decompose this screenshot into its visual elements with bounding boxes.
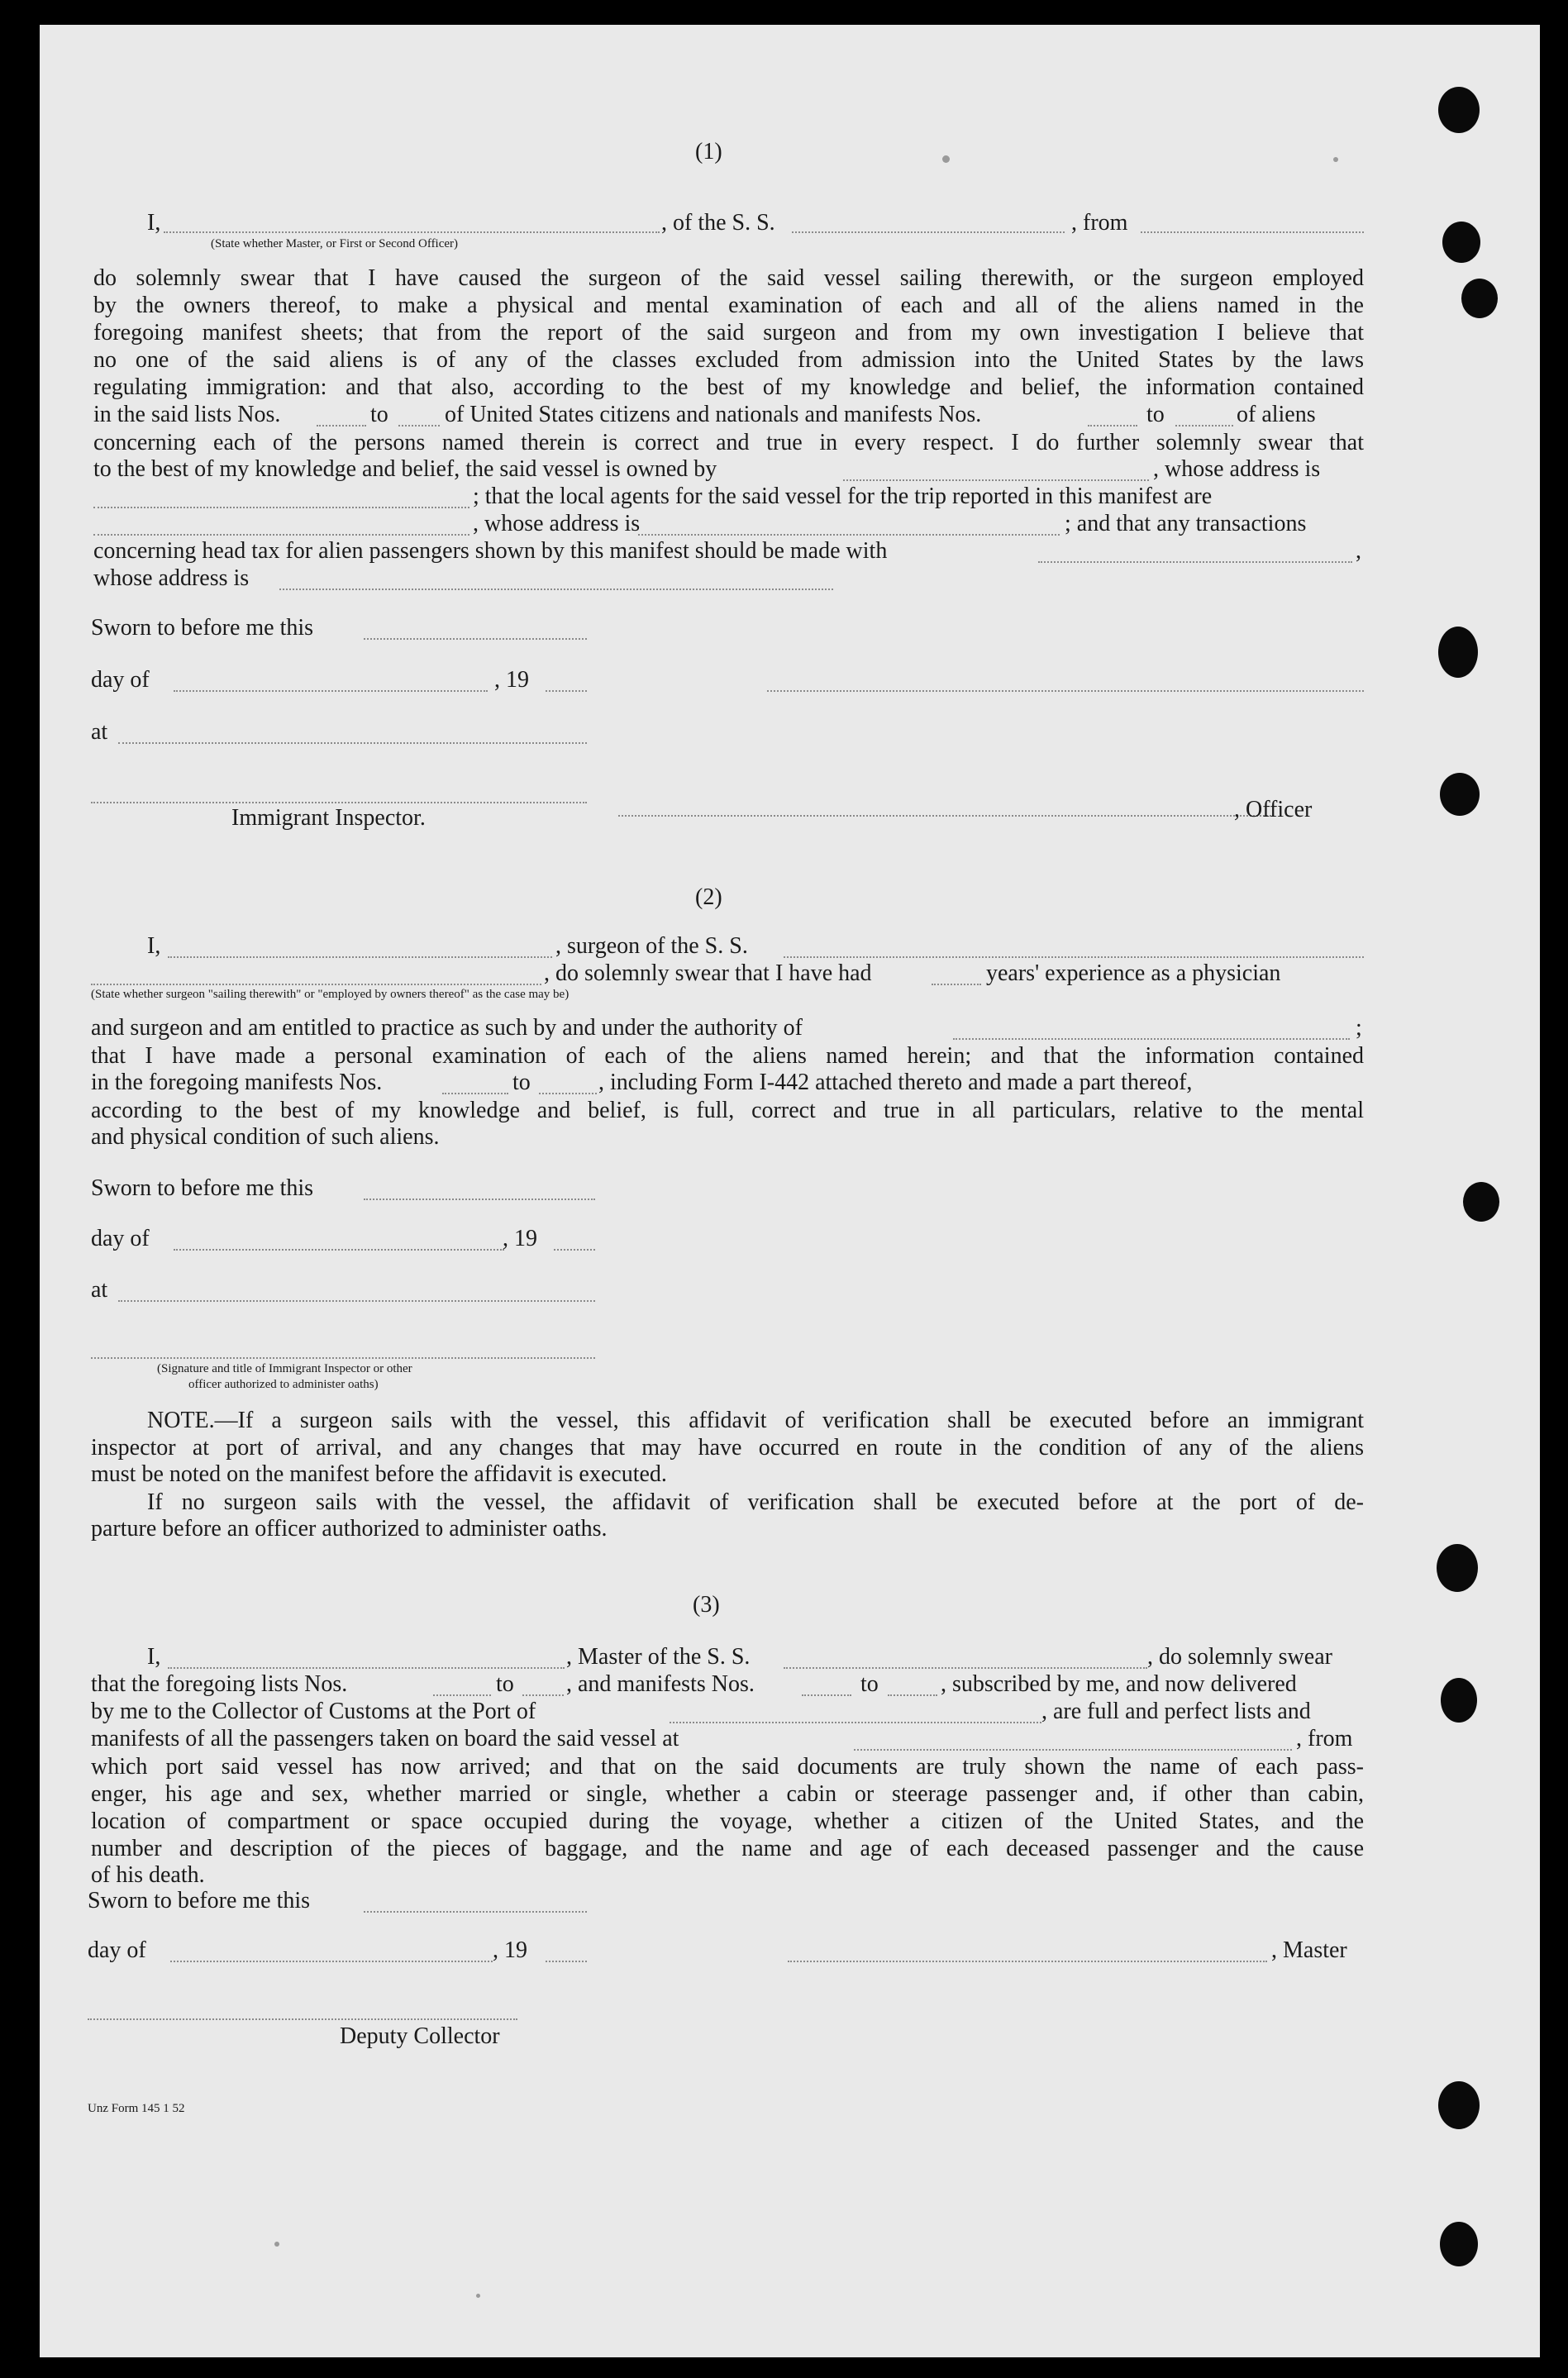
s3-manifests-to: to <box>860 1671 879 1697</box>
s3-subscribed: , subscribed by me, and now delivered <box>941 1671 1297 1697</box>
s2-manifests-nos: in the foregoing manifests Nos. <box>91 1070 383 1095</box>
s1-whose-address: whose address is <box>93 565 250 591</box>
punch-hole <box>1438 2081 1480 2129</box>
s1-at: at <box>91 719 108 745</box>
s1-agents-address-field[interactable] <box>638 534 1060 536</box>
s1-head-tax-comma: , <box>1356 538 1361 564</box>
s1-owned-by: to the best of my knowledge and belief, the said vessel is owned by <box>93 456 717 482</box>
s1-of-aliens: of aliens <box>1237 402 1316 427</box>
s3-collector-port: by me to the Collector of Customs at the Port of <box>91 1699 536 1724</box>
s1-head-tax: concerning head tax for alien passengers shown by this manifest should be made with <box>93 538 888 564</box>
s1-year-field[interactable] <box>546 690 587 692</box>
s3-master-name-field[interactable] <box>168 1667 565 1669</box>
s2-authority-semicolon: ; <box>1356 1015 1362 1041</box>
punch-hole <box>1437 1544 1478 1592</box>
s2-at: at <box>91 1277 108 1303</box>
punch-hole <box>1463 1182 1499 1222</box>
s3-manifests-nos: , and manifests Nos. <box>566 1671 755 1697</box>
s3-solemnly-swear: , do solemnly swear <box>1147 1644 1332 1670</box>
s1-day-field[interactable] <box>174 690 488 692</box>
s2-surgeon-name-field[interactable] <box>168 956 552 958</box>
s3-full-perfect: , are full and perfect lists and <box>1041 1699 1311 1724</box>
s2-signature-note-1: (Signature and title of Immigrant Inspector or other <box>157 1362 412 1375</box>
s3-master-of-ss: , Master of the S. S. <box>566 1644 751 1670</box>
s2-signature-field[interactable] <box>91 1357 595 1359</box>
s1-inspector-signature-field[interactable] <box>91 802 587 803</box>
scan-speck <box>476 2294 480 2298</box>
s2-at-field[interactable] <box>118 1300 595 1302</box>
s2-year: , 19 <box>503 1226 537 1251</box>
s2-note-line-4: If no surgeon sails with the vessel, the affidavit of verification shall be executed before at the port of de- <box>147 1489 1364 1515</box>
s3-vessel-name-field[interactable] <box>784 1667 1147 1669</box>
s3-line-i: I, <box>147 1644 161 1670</box>
s1-owner-address-field[interactable] <box>93 507 469 508</box>
form-number: Unz Form 145 1 52 <box>88 2102 185 2115</box>
s1-officer-rank-field[interactable] <box>164 231 660 233</box>
s3-sworn-field[interactable] <box>364 1911 587 1913</box>
s1-officer-signature-top-field[interactable] <box>767 690 1364 692</box>
s2-note-line-3: must be noted on the manifest before the affidavit is executed. <box>91 1461 667 1487</box>
s2-note-line-5: parture before an officer authorized to administer oaths. <box>91 1516 608 1542</box>
s2-note-line-1: NOTE.—If a surgeon sails with the vessel, this affidavit of verification shall be executed before an immigrant <box>147 1408 1364 1433</box>
s1-vessel-name-field[interactable] <box>792 231 1065 233</box>
s1-officer-signature-field[interactable] <box>618 815 1271 817</box>
s2-manifests-to: to <box>512 1070 531 1095</box>
s1-paragraph-line-2: by the owners thereof, to make a physical and mental examination of each and all of the aliens named in the <box>93 293 1364 318</box>
s1-owner-field[interactable] <box>843 479 1149 481</box>
s3-paragraph-line-7: number and description of the pieces of baggage, and the name and age of each deceased passenger and the cause <box>91 1836 1364 1861</box>
s1-of-ss: , of the S. S. <box>661 210 775 236</box>
s2-surgeon-of-ss: , surgeon of the S. S. <box>555 933 748 959</box>
s3-deputy-collector: Deputy Collector <box>340 2023 500 2049</box>
s2-form-i442: , including Form I-442 attached thereto and made a part thereof, <box>598 1070 1193 1095</box>
s1-paragraph-line-4: no one of the said aliens is of any of the classes excluded from admission into the United States by the laws <box>93 347 1364 373</box>
s1-paragraph-line-5: regulating immigration: and that also, according to the best of my knowledge and belief, the information contained <box>93 374 1364 400</box>
punch-hole <box>1441 1678 1477 1723</box>
s3-paragraph-line-5: enger, his age and sex, whether married or single, whether a cabin or steerage passenger and, if other than cabin, <box>91 1781 1364 1807</box>
section-1-number: (1) <box>695 139 722 164</box>
s2-sworn: Sworn to before me this <box>91 1175 314 1201</box>
s2-year-field[interactable] <box>554 1249 595 1251</box>
s1-year: , 19 <box>494 667 529 693</box>
s2-years-field[interactable] <box>932 984 981 985</box>
s1-lists-from-field[interactable] <box>317 425 366 427</box>
s3-port-field[interactable] <box>670 1722 1041 1723</box>
s1-head-tax-address-field[interactable] <box>279 589 833 590</box>
s1-sworn: Sworn to before me this <box>91 615 314 641</box>
scan-speck <box>942 155 950 163</box>
s3-manifests-from-field[interactable] <box>802 1694 851 1696</box>
punch-hole <box>1438 87 1480 133</box>
s2-authority: and surgeon and am entitled to practice as such by and under the authority of <box>91 1015 803 1041</box>
s3-manifests-to-field[interactable] <box>888 1694 937 1696</box>
s1-day-of: day of <box>91 667 150 693</box>
s1-paragraph-line-7: concerning each of the persons named therein is correct and true in every respect. I do further solemnly swear that <box>93 430 1364 455</box>
s2-sworn-field[interactable] <box>364 1199 595 1200</box>
s1-from-port-field[interactable] <box>1141 231 1364 233</box>
scan-speck <box>274 2242 279 2247</box>
s3-day-field[interactable] <box>170 1961 493 1962</box>
s1-sworn-field[interactable] <box>364 638 587 640</box>
s2-authority-field[interactable] <box>953 1038 1350 1040</box>
s1-paragraph-line-3: foregoing manifest sheets; that from the report of the said surgeon and from my own investigation I believe that <box>93 320 1364 346</box>
s1-immigrant-inspector: Immigrant Inspector. <box>231 805 426 831</box>
s2-signature-note-2: officer authorized to administer oaths) <box>188 1378 379 1391</box>
s1-local-agents: ; that the local agents for the said vessel for the trip reported in this manifest are <box>473 484 1213 509</box>
section-2-number: (2) <box>695 884 722 910</box>
s3-year: , 19 <box>493 1937 527 1963</box>
s3-paragraph-line-6: location of compartment or space occupied during the voyage, whether a citizen of the United States, and the <box>91 1809 1364 1834</box>
section-3-number: (3) <box>693 1592 720 1618</box>
s2-note-line-2: inspector at port of arrival, and any changes that may have occurred en route in the condition of any of the aliens <box>91 1435 1364 1461</box>
s2-manifests-from-field[interactable] <box>442 1093 508 1094</box>
s1-lists-nos: in the said lists Nos. <box>93 402 281 427</box>
s1-citizens-manifests: of United States citizens and nationals and manifests Nos. <box>445 402 982 427</box>
s3-lists-nos: that the foregoing lists Nos. <box>91 1671 348 1697</box>
s3-taken-on-board: manifests of all the passengers taken on board the said vessel at <box>91 1726 679 1751</box>
punch-hole <box>1442 222 1480 263</box>
s1-local-agents-field[interactable] <box>93 534 469 536</box>
s1-officer: , Officer <box>1234 797 1313 822</box>
s3-from: , from <box>1296 1726 1353 1751</box>
s1-agents-address-label: , whose address is <box>473 511 641 536</box>
s2-years-experience: years' experience as a physician <box>986 960 1281 986</box>
s1-manifests-to-field[interactable] <box>1175 425 1233 427</box>
s2-surgeon-note: (State whether surgeon "sailing therewith" or "employed by owners thereof" as the case may be) <box>91 988 570 1001</box>
s3-master: , Master <box>1271 1937 1347 1963</box>
s2-line-i: I, <box>147 933 161 959</box>
s3-lists-from-field[interactable] <box>433 1694 491 1696</box>
punch-hole <box>1440 773 1480 816</box>
s2-manifests-to-field[interactable] <box>539 1093 597 1094</box>
s1-at-field[interactable] <box>118 742 587 744</box>
s3-sworn: Sworn to before me this <box>88 1888 311 1913</box>
s1-head-tax-field[interactable] <box>1038 561 1352 563</box>
s2-vessel-name-field[interactable] <box>784 956 1364 958</box>
punch-hole <box>1461 279 1498 318</box>
s1-from: , from <box>1071 210 1128 236</box>
s3-paragraph-line-8: of his death. <box>91 1862 205 1888</box>
s2-day-field[interactable] <box>174 1249 504 1251</box>
s1-owner-address-label: , whose address is <box>1153 456 1321 482</box>
punch-hole <box>1438 627 1478 678</box>
s1-lists-to: to <box>370 402 388 427</box>
s1-paragraph-line-1: do solemnly swear that I have caused the surgeon of the said vessel sailing therewith, or the surgeon employed <box>93 265 1364 291</box>
punch-hole <box>1440 2222 1478 2266</box>
s2-paragraph-line-5: and physical condition of such aliens. <box>91 1124 440 1150</box>
s3-embark-port-field[interactable] <box>854 1749 1292 1751</box>
s1-manifests-to: to <box>1146 402 1165 427</box>
s2-day-of: day of <box>91 1226 150 1251</box>
s3-year-field[interactable] <box>546 1961 587 1962</box>
s1-line-i: I, <box>147 210 161 236</box>
s1-transactions: ; and that any transactions <box>1065 511 1307 536</box>
s3-lists-to: to <box>496 1671 514 1697</box>
s2-paragraph-line-2: that I have made a personal examination of each of the aliens named herein; and that the information contained <box>91 1043 1364 1069</box>
s1-lists-to-field[interactable] <box>398 425 440 427</box>
s3-paragraph-line-4: which port said vessel has now arrived; and that on the said documents are truly shown the name of each pass- <box>91 1754 1364 1780</box>
s3-master-signature-field[interactable] <box>788 1961 1267 1962</box>
s1-manifests-from-field[interactable] <box>1088 425 1137 427</box>
s3-day-of: day of <box>88 1937 146 1963</box>
s3-deputy-signature-field[interactable] <box>88 2018 517 2020</box>
s2-paragraph-line-4: according to the best of my knowledge and belief, is full, correct and true in all particulars, relative to the mental <box>91 1098 1364 1123</box>
manifest-affidavit-page <box>40 25 1540 2357</box>
s2-solemnly-swear: , do solemnly swear that I have had <box>544 960 872 986</box>
scan-speck <box>1333 157 1338 162</box>
s3-lists-to-field[interactable] <box>522 1694 564 1696</box>
s2-surgeon-type-field[interactable] <box>91 984 541 985</box>
s1-master-note: (State whether Master, or First or Second Officer) <box>211 237 459 250</box>
